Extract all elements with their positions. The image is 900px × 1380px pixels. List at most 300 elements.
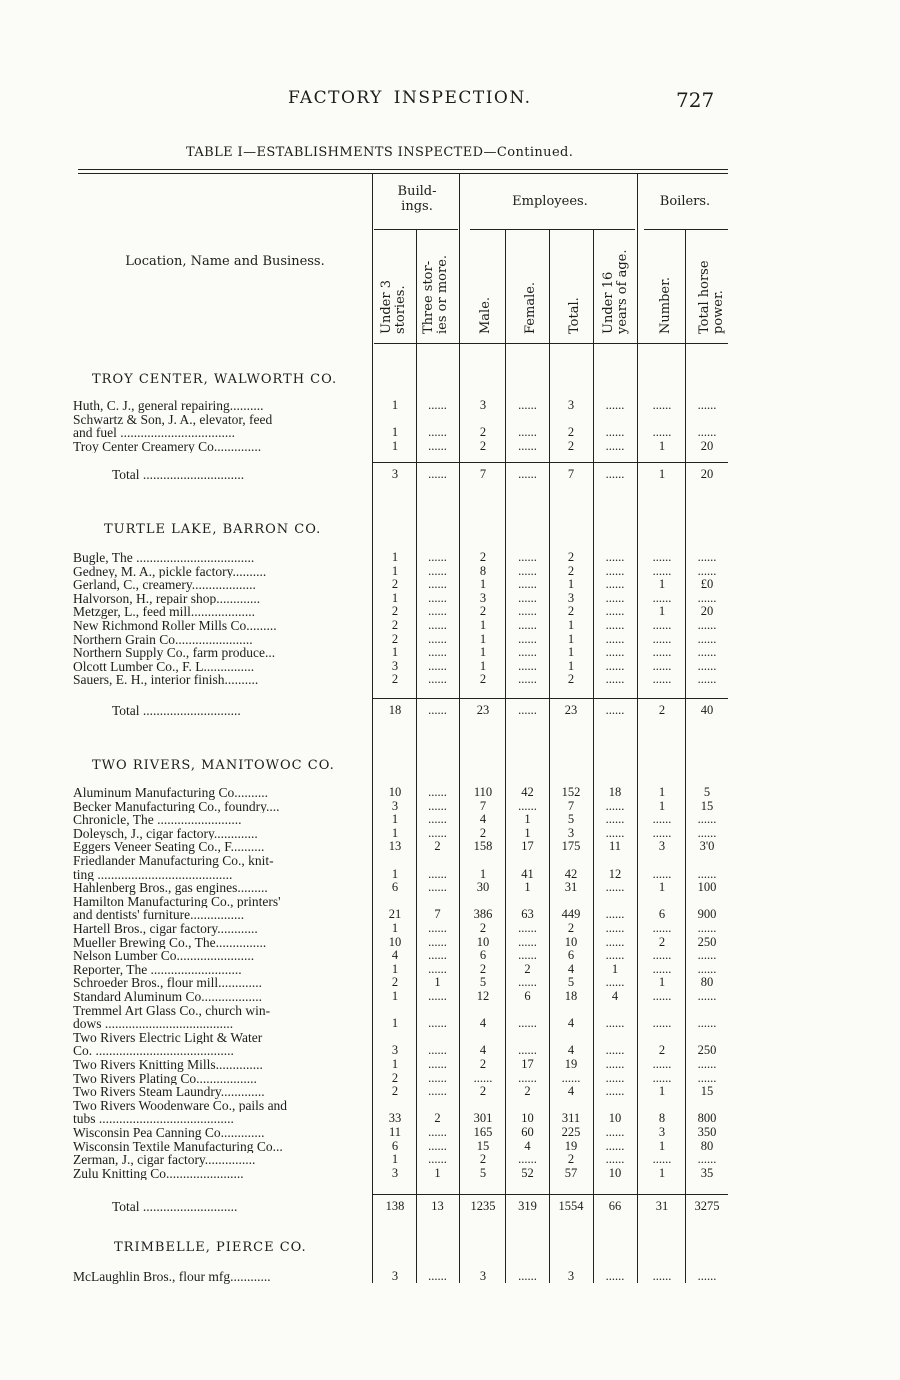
table-cell: 110	[473, 786, 493, 799]
table-cell: 1	[524, 881, 531, 895]
table-cell: ......	[518, 632, 537, 646]
table-cell: 10	[388, 786, 402, 799]
table-cell: 20	[700, 605, 714, 619]
table-cell: ......	[605, 1071, 625, 1085]
table-cell: ......	[697, 826, 717, 840]
table-cell: 1	[479, 867, 487, 881]
table-cell: 10	[521, 1112, 534, 1126]
table-cell: 1	[658, 439, 666, 453]
table-cell: 52	[521, 1166, 534, 1180]
table-row-name: New Richmond Roller Mills Co.........	[73, 619, 277, 633]
table-row-name: dows ......................................	[73, 1017, 234, 1031]
table-cell: 19	[564, 1139, 578, 1153]
table-cell: 1	[658, 1085, 666, 1099]
table-cell: ......	[697, 426, 717, 440]
total-row-label: Total ............................	[112, 1200, 238, 1214]
table-cell: ......	[652, 1153, 672, 1167]
total-rule	[372, 462, 728, 463]
table-cell: 900	[697, 908, 717, 922]
table-cell: ......	[428, 935, 447, 949]
table-row-name: Gerland, C., creamery...................	[73, 578, 256, 592]
table-row-name: Metzger, L., feed mill...................	[73, 605, 256, 619]
table-cell: 31	[564, 881, 578, 895]
table-cell: 6	[391, 881, 399, 895]
table-cell: 4	[567, 1044, 575, 1058]
under16-header: Under 16 years of age.	[601, 249, 630, 334]
table-row-name: Two Rivers Electric Light & Water	[73, 1030, 263, 1045]
table-cell: 10	[608, 1112, 622, 1126]
employees-group-rule	[470, 229, 635, 230]
table-cell: ......	[652, 949, 672, 963]
table-cell: 6	[658, 908, 666, 922]
table-cell: ......	[652, 619, 672, 632]
table-cell: 4	[479, 1017, 487, 1031]
table-cell: ......	[518, 426, 537, 440]
table-cell: 1	[479, 619, 487, 632]
total-cell: 319	[518, 1200, 537, 1213]
table-cell: 1	[611, 962, 619, 976]
table-row-name: Schroeder Bros., flour mill.............	[73, 976, 262, 990]
table-cell: 35	[700, 1166, 714, 1180]
table-cell: ......	[697, 564, 717, 578]
total-cell: ......	[518, 468, 537, 481]
table-cell: ......	[518, 646, 537, 660]
table-cell: 350	[697, 1126, 717, 1139]
table-cell: 8	[658, 1112, 666, 1126]
under3-header: Under 3 stories.	[379, 280, 408, 334]
female-header: Female.	[523, 281, 538, 334]
table-cell: ......	[428, 990, 447, 1003]
total-cell: ......	[605, 468, 625, 481]
table-cell: 42	[564, 867, 578, 881]
table-cell: ......	[697, 659, 717, 673]
table-cell: 1	[391, 399, 399, 412]
table-cell: 250	[697, 935, 717, 949]
table-cell: 5	[567, 976, 575, 990]
table-cell: 21	[388, 908, 402, 922]
table-cell: 4	[479, 813, 487, 827]
table-cell: ......	[518, 564, 537, 578]
table-cell: ......	[605, 1153, 625, 1167]
table-cell: ......	[428, 673, 447, 687]
table-cell: ......	[605, 949, 625, 963]
table-cell: ......	[697, 1153, 717, 1167]
table-cell: ......	[652, 632, 672, 646]
table-cell: 2	[567, 439, 575, 453]
column-rule	[637, 174, 638, 1283]
table-cell: ......	[652, 673, 672, 687]
table-cell: 4	[524, 1139, 531, 1153]
table-cell: 2	[391, 1071, 399, 1085]
table-cell: ......	[652, 922, 672, 935]
table-cell: ......	[652, 826, 672, 840]
table-cell: ......	[605, 564, 625, 578]
total-cell: 66	[608, 1200, 622, 1213]
table-cell: ......	[697, 949, 717, 963]
table-row-name: Chronicle, The .........................	[73, 813, 242, 827]
table-cell: 1	[658, 786, 666, 799]
table-cell: 4	[611, 990, 619, 1003]
table-cell: ......	[428, 659, 447, 673]
boilers-group-rule	[644, 229, 728, 230]
table-cell: ......	[605, 1126, 625, 1139]
total-cell: 1	[658, 468, 666, 481]
table-cell: 2	[479, 1058, 487, 1071]
table-cell: ......	[652, 591, 672, 605]
table-cell: ......	[652, 962, 672, 976]
table-cell: ......	[518, 551, 537, 564]
table-cell: ......	[605, 935, 625, 949]
table-row-name: Gedney, M. A., pickle factory..........	[73, 564, 267, 579]
table-cell: ......	[697, 1270, 717, 1283]
table-cell: ......	[697, 646, 717, 660]
total-cell: ......	[428, 704, 447, 717]
table-cell: 1	[658, 1166, 666, 1180]
table-cell: ......	[697, 1017, 717, 1031]
table-cell: 15	[476, 1139, 490, 1153]
table-cell: ......	[697, 813, 717, 827]
total-cell: 7	[567, 468, 575, 481]
table-cell: ......	[605, 1058, 625, 1071]
table-cell: 250	[697, 1044, 717, 1058]
table-cell: 449	[561, 908, 581, 922]
table-cell: 1	[391, 439, 399, 453]
table-cell: ......	[605, 826, 625, 840]
table-cell: ......	[697, 1058, 717, 1071]
section-title: TURTLE LAKE, BARRON CO.	[104, 522, 322, 537]
table-cell: 1	[391, 1153, 399, 1167]
table-cell: ......	[428, 1058, 447, 1071]
table-row-name: Zerman, J., cigar factory...............	[73, 1153, 256, 1167]
table-cell: 10	[388, 935, 402, 949]
table-row-name: Two Rivers Plating Co..................	[73, 1071, 257, 1086]
table-cell: 2	[479, 922, 487, 935]
table-cell: 15	[700, 1085, 714, 1099]
buildings-group-header: Build- ings.	[397, 184, 437, 214]
table-cell: ......	[428, 399, 447, 412]
table-cell: 2	[524, 1085, 531, 1099]
table-cell: 3	[479, 399, 487, 412]
table-cell: ......	[605, 1085, 625, 1099]
table-cell: 1	[391, 564, 399, 578]
page-number: 727	[676, 88, 715, 112]
table-cell: 2	[567, 564, 575, 578]
table-cell: 1	[391, 867, 399, 881]
table-cell: ......	[605, 799, 625, 813]
table-cell: ......	[428, 867, 447, 881]
table-cell: 386	[473, 908, 493, 922]
table-cell: 1	[391, 591, 399, 605]
running-title: FACTORY INSPECTION.	[288, 88, 532, 108]
table-cell: ......	[605, 813, 625, 827]
table-cell: 2	[567, 673, 575, 687]
table-cell: 2	[524, 962, 531, 976]
boilers-group-header: Boilers.	[659, 194, 711, 209]
table-cell: ......	[652, 1071, 672, 1085]
table-cell: ......	[428, 632, 447, 646]
table-row-name: Hartell Bros., cigar factory............	[73, 922, 258, 936]
table-row-name: Sauers, E. H., interior finish..........	[73, 673, 259, 687]
table-cell: ......	[428, 1044, 447, 1058]
total-cell: 1235	[470, 1200, 496, 1213]
table-cell: ......	[518, 922, 537, 935]
table-cell: ......	[518, 605, 537, 619]
table-cell: ......	[518, 619, 537, 632]
table-cell: 3'0	[699, 840, 715, 854]
total-row-label: Total ..............................	[112, 468, 245, 482]
table-cell: 3	[391, 1270, 399, 1283]
table-cell: ......	[605, 659, 625, 673]
table-cell: ......	[428, 786, 447, 799]
table-row-name: McLaughlin Bros., flour mfg............	[73, 1270, 271, 1284]
three-stories-header: Three stor- ies or more.	[421, 254, 450, 334]
table-cell: ......	[697, 867, 717, 881]
table-cell: ......	[605, 1139, 625, 1153]
column-rule	[372, 174, 373, 1283]
table-cell: ......	[605, 1270, 625, 1283]
table-cell: ......	[428, 578, 447, 592]
table-cell: 1	[479, 632, 487, 646]
table-cell: ......	[428, 1085, 447, 1099]
table-cell: 4	[567, 1017, 575, 1031]
table-cell: 1	[391, 990, 399, 1003]
table-cell: ......	[605, 605, 625, 619]
table-cell: ......	[652, 1017, 672, 1031]
table-cell: ......	[605, 646, 625, 660]
table-cell: ......	[428, 1270, 447, 1283]
total-cell: 20	[700, 468, 714, 481]
table-cell: ......	[518, 799, 537, 813]
table-cell: 11	[608, 840, 622, 854]
table-cell: 30	[476, 881, 490, 895]
table-row-name: and dentists' furniture................	[73, 908, 245, 922]
table-cell: 1	[479, 578, 487, 592]
table-cell: ......	[605, 1044, 625, 1058]
table-cell: ......	[428, 1071, 447, 1085]
table-row-name: Wisconsin Pea Canning Co.............	[73, 1126, 265, 1140]
table-row-name: Tremmel Art Glass Co., church win-	[73, 1003, 271, 1018]
table-cell: ......	[428, 646, 447, 660]
table-cell: 1	[479, 659, 487, 673]
total-cell: 23	[476, 704, 490, 717]
table-cell: 1	[567, 646, 575, 660]
table-cell: 1	[567, 578, 575, 592]
table-cell: 1	[658, 881, 666, 895]
table-cell: ......	[697, 673, 717, 687]
table-cell: 5	[479, 1166, 487, 1180]
table-cell: 4	[479, 1044, 487, 1058]
table-row-name: Reporter, The ...........................	[73, 962, 242, 977]
table-cell: ......	[605, 619, 625, 632]
table-cell: £0	[700, 578, 714, 592]
total-cell: 40	[700, 704, 714, 717]
table-row-name: Mueller Brewing Co., The...............	[73, 935, 267, 950]
table-cell: 2	[391, 619, 399, 632]
table-cell: 3	[567, 826, 575, 840]
table-cell: ......	[428, 962, 447, 976]
total-cell: 2	[658, 704, 666, 717]
table-cell: 3	[391, 1044, 399, 1058]
section-title: TRIMBELLE, PIERCE CO.	[114, 1240, 307, 1255]
table-cell: 3	[567, 591, 575, 605]
table-row-name: Two Rivers Steam Laundry.............	[73, 1085, 265, 1099]
table-cell: 1	[658, 976, 666, 990]
table-cell: 2	[479, 673, 487, 687]
table-cell: 3	[658, 1126, 666, 1139]
table-cell: 19	[564, 1058, 578, 1071]
table-cell: 33	[388, 1112, 402, 1126]
total-cell: 7	[479, 468, 487, 481]
table-cell: 4	[567, 962, 575, 976]
table-cell: 2	[391, 632, 399, 646]
table-cell: 2	[479, 1153, 487, 1167]
table-cell: ......	[518, 976, 537, 990]
total-cell: ......	[428, 468, 447, 481]
table-cell: ......	[518, 591, 537, 605]
table-cell: 10	[564, 935, 578, 949]
table-cell: 41	[521, 867, 534, 881]
table-title: TABLE I—ESTABLISHMENTS INSPECTED—Continued.	[186, 145, 574, 160]
table-cell: 1	[434, 1166, 441, 1180]
table-cell: ......	[428, 813, 447, 827]
table-row-name: Becker Manufacturing Co., foundry....	[73, 799, 280, 814]
table-row-name: Olcott Lumber Co., F. L...............	[73, 659, 255, 674]
table-cell: 57	[564, 1166, 578, 1180]
table-cell: 2	[391, 673, 399, 687]
table-cell: ......	[652, 399, 672, 412]
table-cell: ......	[428, 1153, 447, 1167]
table-cell: 3	[391, 799, 399, 813]
table-cell: 10	[476, 935, 490, 949]
table-cell: 6	[567, 949, 575, 963]
total-cell: ......	[605, 704, 625, 717]
table-cell: 80	[700, 1139, 714, 1153]
table-cell: 1	[658, 799, 666, 813]
table-cell: ......	[428, 591, 447, 605]
table-cell: 1	[567, 632, 575, 646]
table-row-name: Troy Center Creamery Co..............	[73, 439, 262, 454]
table-cell: ......	[518, 1270, 537, 1283]
section-title: TWO RIVERS, MANITOWOC CO.	[92, 758, 335, 773]
table-row-name: Bugle, The ...................................	[73, 551, 255, 565]
table-cell: 1	[391, 962, 399, 976]
table-cell: ......	[605, 551, 625, 564]
total-cell: 1554	[558, 1200, 584, 1213]
table-cell: 2	[479, 551, 487, 564]
table-cell: 20	[700, 439, 714, 453]
total-cell: 3275	[694, 1200, 720, 1213]
table-cell: 3	[567, 1270, 575, 1283]
table-row-name: and fuel ..................................	[73, 426, 235, 440]
table-row-name: Co. .........................................	[73, 1044, 234, 1058]
table-cell: 5	[479, 976, 487, 990]
running-header	[0, 88, 900, 112]
table-cell: 2	[434, 1112, 441, 1126]
total-rule	[372, 1194, 728, 1195]
table-cell: ......	[428, 1017, 447, 1031]
table-cell: ......	[428, 426, 447, 440]
table-cell: 5	[703, 786, 711, 799]
table-cell: 100	[697, 881, 717, 895]
table-cell: 2	[391, 605, 399, 619]
table-cell: ......	[473, 1071, 493, 1085]
table-cell: 1	[391, 826, 399, 840]
total-cell: 18	[388, 704, 402, 717]
table-cell: 2	[479, 605, 487, 619]
table-cell: 63	[521, 908, 534, 922]
table-cell: 2	[567, 551, 575, 564]
table-cell: 1	[391, 551, 399, 564]
table-cell: ......	[697, 551, 717, 564]
table-cell: ......	[652, 990, 672, 1003]
table-cell: ......	[605, 591, 625, 605]
table-cell: 175	[561, 840, 581, 854]
table-cell: 225	[561, 1126, 581, 1139]
table-row-name: Aluminum Manufacturing Co..........	[73, 786, 268, 800]
table-cell: 2	[567, 1153, 575, 1167]
table-cell: ......	[518, 1153, 537, 1167]
table-cell: ......	[518, 1071, 537, 1085]
table-row-name: Northern Supply Co., farm produce...	[73, 646, 276, 660]
table-cell: ......	[605, 399, 625, 412]
table-cell: ......	[605, 632, 625, 646]
table-row-name: Hamilton Manufacturing Co., printers'	[73, 894, 281, 909]
total-cell: 23	[564, 704, 578, 717]
table-cell: ......	[561, 1071, 581, 1085]
table-row-name: Northern Grain Co.......................	[73, 632, 253, 647]
table-cell: 1	[567, 659, 575, 673]
table-row-name: Schwartz & Son, J. A., elevator, feed	[73, 412, 273, 427]
table-cell: 1	[524, 826, 531, 840]
table-cell: 42	[521, 786, 534, 799]
boiler-number-header: Number.	[658, 276, 673, 334]
table-cell: 301	[473, 1112, 493, 1126]
table-cell: ......	[605, 673, 625, 687]
table-cell: 17	[521, 1058, 534, 1071]
table-row-name: Two Rivers Woodenware Co., pails and	[73, 1098, 288, 1113]
table-cell: ......	[518, 439, 537, 453]
table-cell: 6	[524, 990, 531, 1003]
male-header: Male.	[478, 296, 493, 334]
table-cell: 311	[561, 1112, 581, 1126]
table-cell: 1	[391, 426, 399, 440]
table-cell: ......	[518, 578, 537, 592]
total-cell: 31	[655, 1200, 669, 1213]
table-cell: 2	[434, 840, 441, 854]
table-row-name: Friedlander Manufacturing Co., knit-	[73, 854, 274, 868]
table-cell: 1	[391, 813, 399, 827]
table-cell: 11	[388, 1126, 402, 1139]
table-cell: ......	[428, 619, 447, 632]
table-row-name: Halvorson, H., repair shop.............	[73, 591, 261, 606]
table-cell: ......	[697, 962, 717, 976]
table-cell: 18	[564, 990, 578, 1003]
table-row-name: Doleysch, J., cigar factory.............	[73, 826, 258, 841]
table-cell: ......	[518, 1017, 537, 1031]
table-cell: 2	[479, 826, 487, 840]
table-cell: ......	[428, 949, 447, 963]
table-cell: 1	[479, 646, 487, 660]
table-cell: ......	[518, 949, 537, 963]
table-cell: 3	[391, 1166, 399, 1180]
table-row-name: tubs ........................................	[73, 1112, 234, 1126]
table-cell: 4	[567, 1085, 575, 1099]
total-cell: ......	[518, 704, 537, 717]
table-cell: 2	[567, 426, 575, 440]
table-row-name: Two Rivers Knitting Mills..............	[73, 1058, 263, 1072]
table-cell: 5	[567, 813, 575, 827]
table-cell: 4	[391, 949, 399, 963]
